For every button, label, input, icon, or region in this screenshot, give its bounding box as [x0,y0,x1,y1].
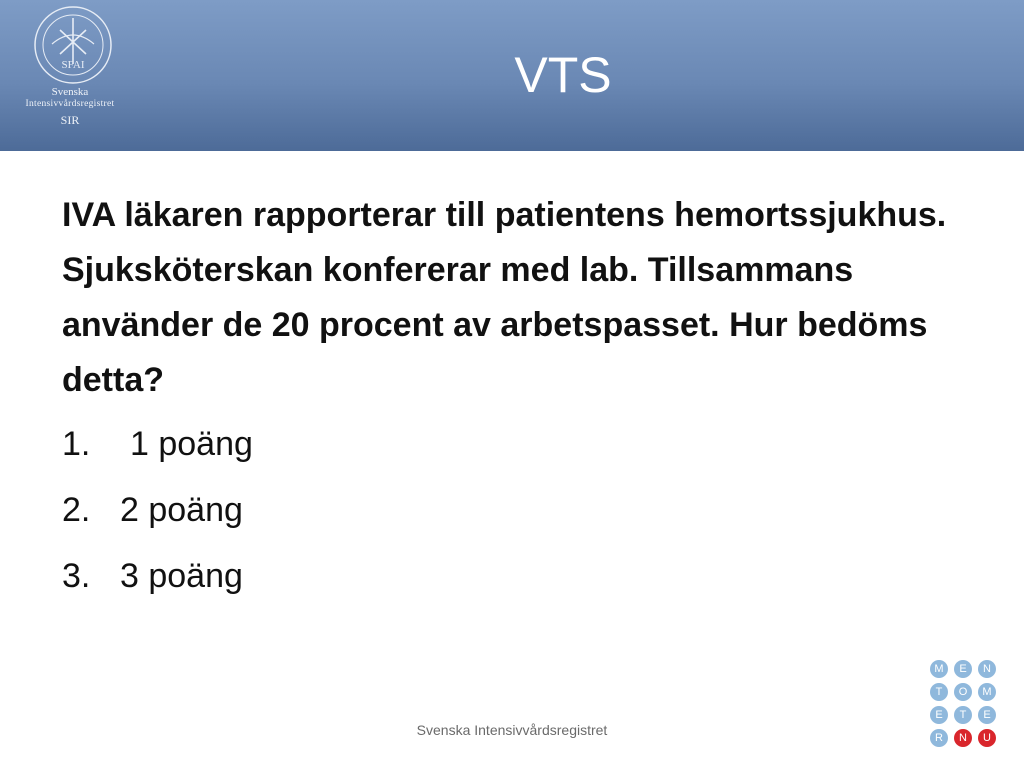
option-1-number: 1. [62,425,91,463]
sir-logo [0,0,150,135]
logo-line-2: Intensivvårdsregistret [25,99,115,109]
footer-text: Svenska Intensivvårdsregistret [416,722,608,738]
slide-header [0,0,1024,151]
seal-text: SFAI [61,59,85,71]
mentometer-letter: E [954,660,972,678]
mentometer-letter: E [978,706,996,724]
option-3 [62,546,662,612]
answer-options [62,414,662,612]
logo-line-1: Svenska [51,86,89,98]
option-3-label: 3 poäng [120,557,243,595]
option-2 [62,480,662,546]
mentometer-letter: O [954,683,972,701]
option-3-number: 3. [62,557,91,595]
mentometer-letter: E [930,706,948,724]
mentometer-logo [928,658,998,748]
logo-line-3: SIR [60,113,80,127]
mentometer-letter: R [930,729,948,747]
option-2-label: 2 poäng [120,491,243,529]
mentometer-letter: T [954,706,972,724]
mentometer-letter: U [978,729,996,747]
mentometer-letter: M [930,660,948,678]
seal-icon [32,4,114,86]
question-text: IVA läkaren rapporterar till patientens hemortssjukhus. Sjuksköterskan konfererar med lab. Tillsammans använder de 20 procent av arbetspasset. Hur bedöms detta? [62,196,947,399]
option-1-label: 1 poäng [130,425,253,463]
option-1 [62,414,662,480]
mentometer-letter: M [978,683,996,701]
mentometer-letter: T [930,683,948,701]
slide-title: VTS [514,47,612,103]
mentometer-letter: N [954,729,972,747]
option-2-number: 2. [62,491,91,529]
mentometer-letter: N [978,660,996,678]
